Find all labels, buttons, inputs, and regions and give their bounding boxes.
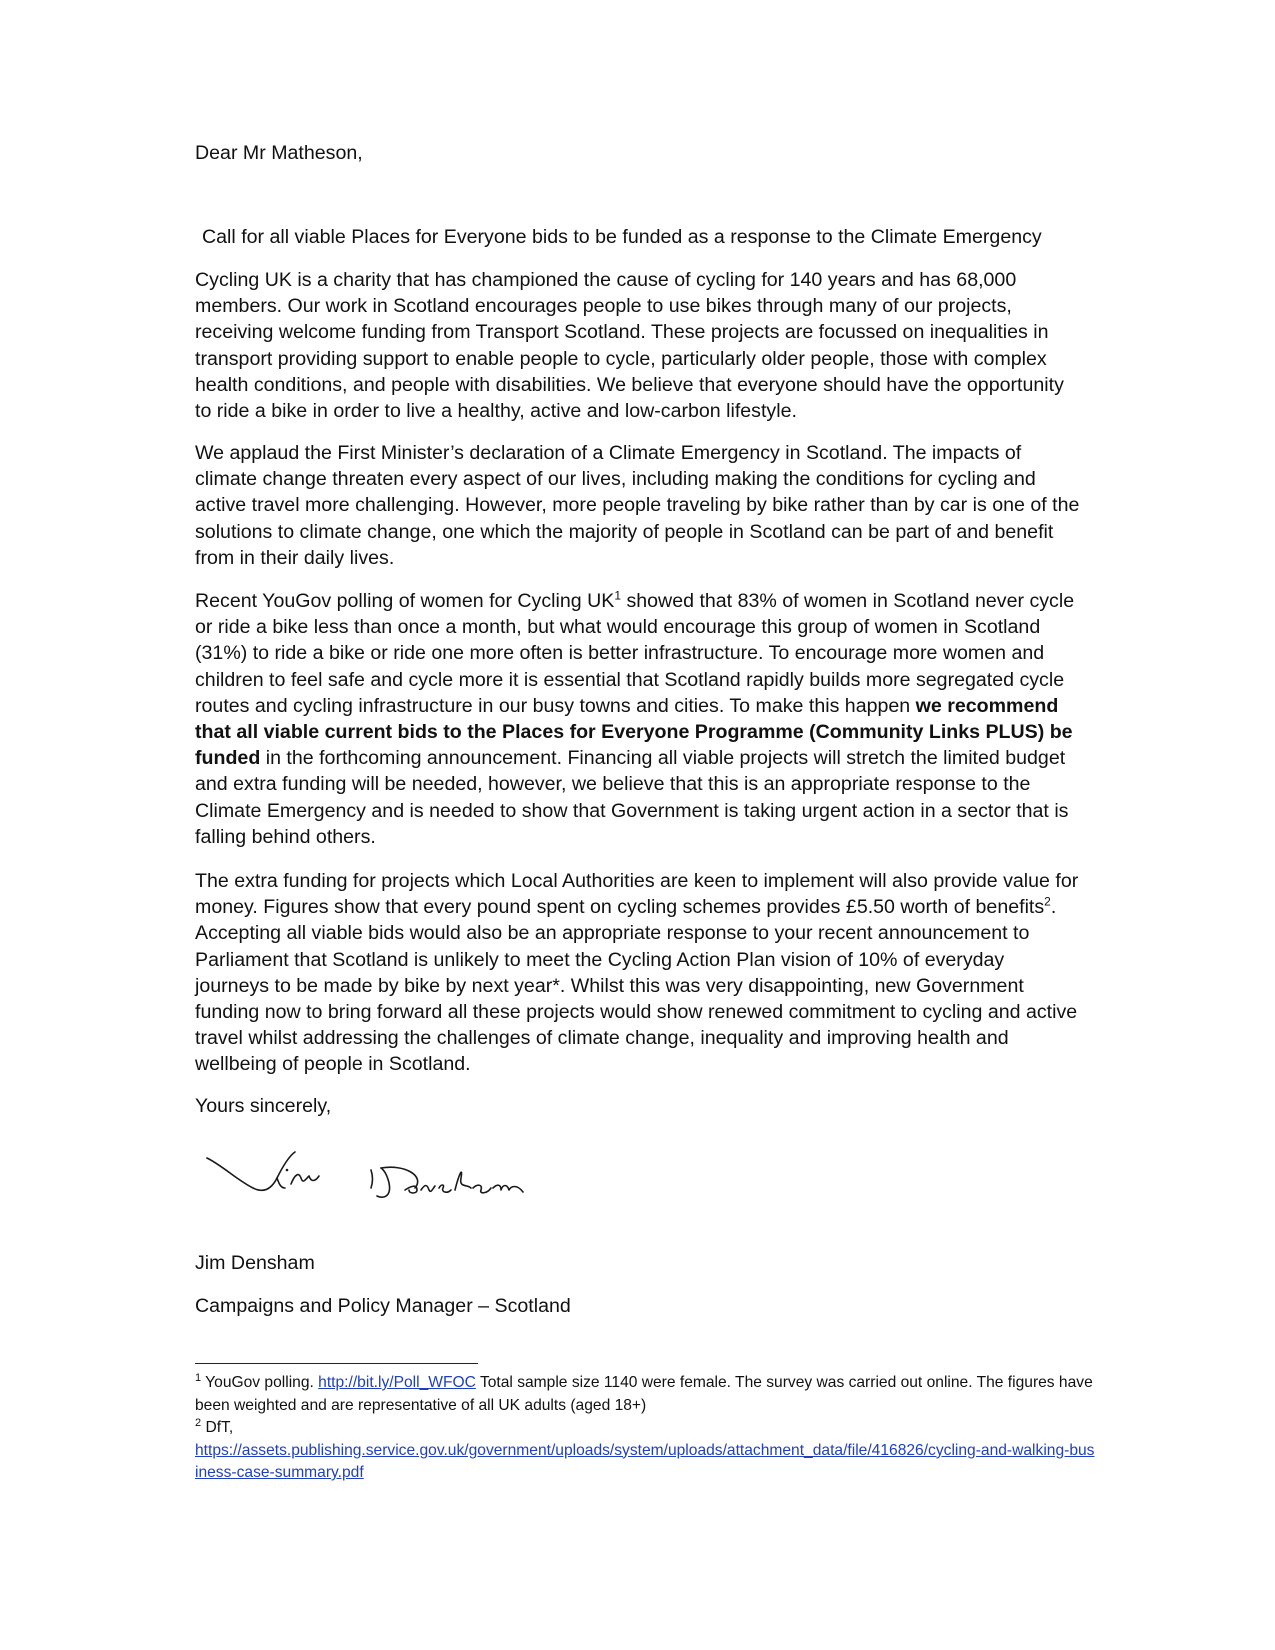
signatory-title: Campaigns and Policy Manager – Scotland (195, 1295, 571, 1317)
paragraph-3-part-c: in the forthcoming announcement. Financing all viable projects will stretch the limited budget and extra funding will be needed, however, we believe that this is an appropriate response to the Climate Emergency and is needed to show that Government is taking urgent action in a sector that is falling behind others. (195, 747, 1069, 848)
paragraph-2: We applaud the First Minister’s declaration of a Climate Emergency in Scotland. The impacts of climate change threaten every aspect of our lives, including making the conditions for cycling and active travel more challenging. However, more people traveling by bike rather than by car is one of the solutions to climate change, one which the majority of people in Scotland can be part of and benefit from in their daily lives. (195, 442, 1080, 569)
footnote-2-marker: 2 (195, 1416, 202, 1429)
paragraph-4 (195, 868, 1080, 1078)
paragraph-3-part-b: showed that 83% of women in Scotland never cycle or ride a bike less than once a month, but what would encourage this group of women in Scotland (31%) to ride a bike or ride one more often is better infrastructure. To encourage more women and children to feel safe and cycle more it is essential that Scotland rapidly builds more segregated cycle routes and cycling infrastructure in our busy towns and cities. To make this happen (195, 590, 1075, 717)
footnote-1-marker: 1 (195, 1371, 202, 1384)
paragraph-3-part-a: Recent YouGov polling of women for Cycling UK (195, 590, 615, 612)
paragraph-1: Cycling UK is a charity that has championed the cause of cycling for 140 years and has 68,000 members. Our work in Scotland encourages people to use bikes through many of our projects, receiving welcome funding from Transport Scotland. These projects are focussed on inequalities in transport providing support to enable people to cycle, particularly older people, those with complex health conditions, and people with disabilities. We believe that everyone should have the opportunity to ride a bike in order to live a healthy, active and low-carbon lifestyle. (195, 269, 1064, 423)
salutation: Dear Mr Matheson, (195, 142, 363, 164)
subject-heading: Call for all viable Places for Everyone bids to be funded as a response to the Climate Emergency (202, 226, 1042, 248)
signatory-name: Jim Densham (195, 1252, 315, 1274)
paragraph-4-part-b: . Accepting all viable bids would also be an appropriate response to your recent announcement to Parliament that Scotland is unlikely to meet the Cycling Action Plan vision of 10% of everyday journeys to be made by bike by next year*. Whilst this was very disappointing, new Government funding now to bring forward all these projects would show renewed commitment to cycling and active travel whilst addressing the challenges of climate change, inequality and improving health and wellbeing of people in Scotland. (195, 896, 1078, 1076)
footnotes (195, 1372, 1095, 1485)
paragraph-4-part-a: The extra funding for projects which Local Authorities are keen to implement will also provide value for money. Figures show that every pound spent on cycling schemes provides £5.50 worth of benefits (195, 870, 1079, 919)
footnote-1 (195, 1372, 1095, 1417)
paragraph-3-recommendation: we recommend that all viable current bids to the Places for Everyone Programme (Community Links PLUS) be funded (195, 694, 1073, 770)
footnote-2-prefix: DfT, (201, 1419, 234, 1436)
footnote-2-url-line (195, 1440, 1095, 1485)
footnote-1-text: Total sample size 1140 were female. The survey was carried out online. The figures have been weighted and are representative of all UK adults (aged 18+) (195, 1374, 1093, 1414)
handwritten-signature (205, 1148, 575, 1238)
footnote-1-link[interactable]: http://bit.ly/Poll_WFOC (318, 1374, 476, 1391)
footnote-divider (195, 1363, 478, 1364)
footnote-2 (195, 1417, 1095, 1440)
footnote-ref-2[interactable]: 2 (1044, 894, 1051, 909)
paragraph-3 (195, 588, 1080, 850)
footnote-ref-1[interactable]: 1 (614, 588, 622, 603)
closing: Yours sincerely, (195, 1095, 332, 1117)
footnote-2-link[interactable]: https://assets.publishing.service.gov.uk/government/uploads/system/uploads/attachment_data/file/416826/cycling-and-walking-business-case-summary.pdf (195, 1441, 1095, 1481)
footnote-1-prefix: YouGov polling. (201, 1374, 319, 1391)
